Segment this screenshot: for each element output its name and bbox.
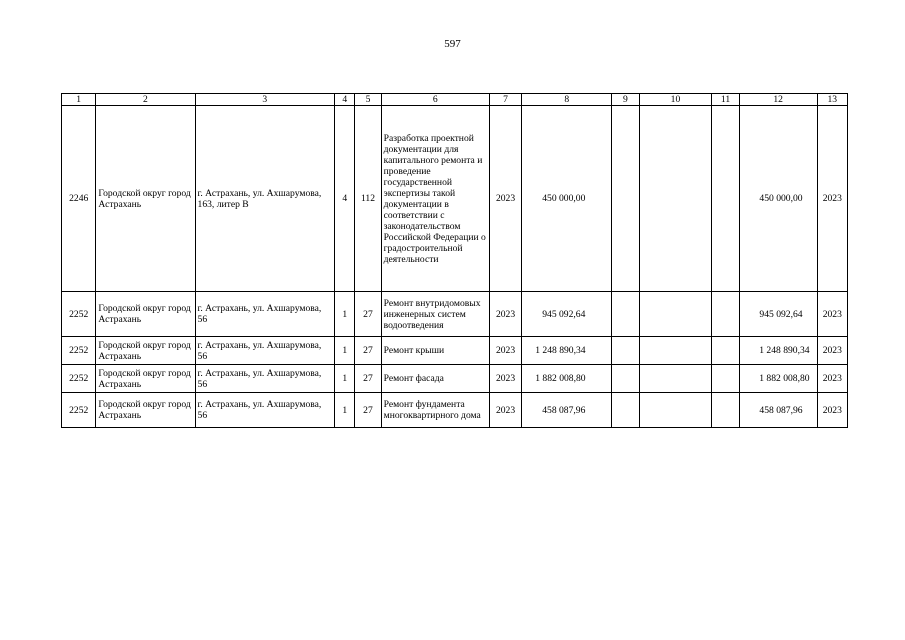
col11-cell bbox=[712, 393, 739, 428]
address-cell: г. Астрахань, ул. Ахшарумова, 56 bbox=[195, 292, 335, 337]
row-id-cell: 2252 bbox=[62, 393, 96, 428]
work-type-cell: Ремонт фасада bbox=[381, 365, 489, 393]
col11-cell bbox=[712, 106, 739, 292]
total-cell: 1 882 008,80 bbox=[739, 365, 817, 393]
col10-cell bbox=[639, 106, 712, 292]
header-col-11: 11 bbox=[712, 94, 739, 106]
total-cell: 945 092,64 bbox=[739, 292, 817, 337]
table-row bbox=[62, 393, 848, 428]
cost-cell: 1 882 008,80 bbox=[522, 365, 612, 393]
end-year-cell: 2023 bbox=[817, 292, 847, 337]
address-cell: г. Астрахань, ул. Ахшарумова, 56 bbox=[195, 337, 335, 365]
col9-cell bbox=[612, 365, 639, 393]
col9-cell bbox=[612, 292, 639, 337]
col5-cell: 27 bbox=[355, 292, 381, 337]
table-row bbox=[62, 365, 848, 393]
end-year-cell: 2023 bbox=[817, 337, 847, 365]
table-row bbox=[62, 337, 848, 365]
header-col-5: 5 bbox=[355, 94, 381, 106]
col5-cell: 27 bbox=[355, 337, 381, 365]
header-col-10: 10 bbox=[639, 94, 712, 106]
header-col-13: 13 bbox=[817, 94, 847, 106]
cost-cell: 450 000,00 bbox=[522, 106, 612, 292]
end-year-cell: 2023 bbox=[817, 393, 847, 428]
year-cell: 2023 bbox=[489, 106, 521, 292]
header-col-4: 4 bbox=[335, 94, 355, 106]
row-id-cell: 2252 bbox=[62, 292, 96, 337]
work-type-cell: Ремонт фундамента многоквартирного дома bbox=[381, 393, 489, 428]
total-cell: 458 087,96 bbox=[739, 393, 817, 428]
table-row bbox=[62, 106, 848, 292]
col10-cell bbox=[639, 337, 712, 365]
col4-cell: 1 bbox=[335, 365, 355, 393]
total-cell: 1 248 890,34 bbox=[739, 337, 817, 365]
header-col-12: 12 bbox=[739, 94, 817, 106]
cost-cell: 1 248 890,34 bbox=[522, 337, 612, 365]
col9-cell bbox=[612, 337, 639, 365]
work-type-cell: Ремонт внутридомовых инженерных систем водоотведения bbox=[381, 292, 489, 337]
work-type-cell: Разработка проектной документации для капитального ремонта и проведение государственной экспертизы такой документации в соответствии с законодательством Российской Федерации о градостроительной деятельности bbox=[381, 106, 489, 292]
table-row bbox=[62, 292, 848, 337]
col9-cell bbox=[612, 106, 639, 292]
header-col-6: 6 bbox=[381, 94, 489, 106]
col5-cell: 27 bbox=[355, 393, 381, 428]
col5-cell: 27 bbox=[355, 365, 381, 393]
year-cell: 2023 bbox=[489, 292, 521, 337]
capital-repair-table bbox=[61, 93, 848, 428]
cost-cell: 458 087,96 bbox=[522, 393, 612, 428]
col10-cell bbox=[639, 365, 712, 393]
address-cell: г. Астрахань, ул. Ахшарумова, 56 bbox=[195, 393, 335, 428]
year-cell: 2023 bbox=[489, 337, 521, 365]
year-cell: 2023 bbox=[489, 393, 521, 428]
end-year-cell: 2023 bbox=[817, 365, 847, 393]
address-cell: г. Астрахань, ул. Ахшарумова, 56 bbox=[195, 365, 335, 393]
col11-cell bbox=[712, 337, 739, 365]
header-col-9: 9 bbox=[612, 94, 639, 106]
header-col-8: 8 bbox=[522, 94, 612, 106]
col10-cell bbox=[639, 292, 712, 337]
col11-cell bbox=[712, 292, 739, 337]
header-col-1: 1 bbox=[62, 94, 96, 106]
municipality-cell: Городской округ город Астрахань bbox=[96, 106, 195, 292]
municipality-cell: Городской округ город Астрахань bbox=[96, 365, 195, 393]
address-cell: г. Астрахань, ул. Ахшарумова, 163, литер В bbox=[195, 106, 335, 292]
work-type-cell: Ремонт крыши bbox=[381, 337, 489, 365]
municipality-cell: Городской округ город Астрахань bbox=[96, 337, 195, 365]
header-col-7: 7 bbox=[489, 94, 521, 106]
row-id-cell: 2246 bbox=[62, 106, 96, 292]
col4-cell: 4 bbox=[335, 106, 355, 292]
municipality-cell: Городской округ город Астрахань bbox=[96, 292, 195, 337]
row-id-cell: 2252 bbox=[62, 337, 96, 365]
page-number: 597 bbox=[444, 38, 461, 50]
col4-cell: 1 bbox=[335, 292, 355, 337]
year-cell: 2023 bbox=[489, 365, 521, 393]
row-id-cell: 2252 bbox=[62, 365, 96, 393]
col4-cell: 1 bbox=[335, 337, 355, 365]
header-col-3: 3 bbox=[195, 94, 335, 106]
col9-cell bbox=[612, 393, 639, 428]
header-col-2: 2 bbox=[96, 94, 195, 106]
col4-cell: 1 bbox=[335, 393, 355, 428]
col5-cell: 112 bbox=[355, 106, 381, 292]
municipality-cell: Городской округ город Астрахань bbox=[96, 393, 195, 428]
total-cell: 450 000,00 bbox=[739, 106, 817, 292]
col10-cell bbox=[639, 393, 712, 428]
col11-cell bbox=[712, 365, 739, 393]
cost-cell: 945 092,64 bbox=[522, 292, 612, 337]
header-row bbox=[62, 94, 848, 106]
end-year-cell: 2023 bbox=[817, 106, 847, 292]
